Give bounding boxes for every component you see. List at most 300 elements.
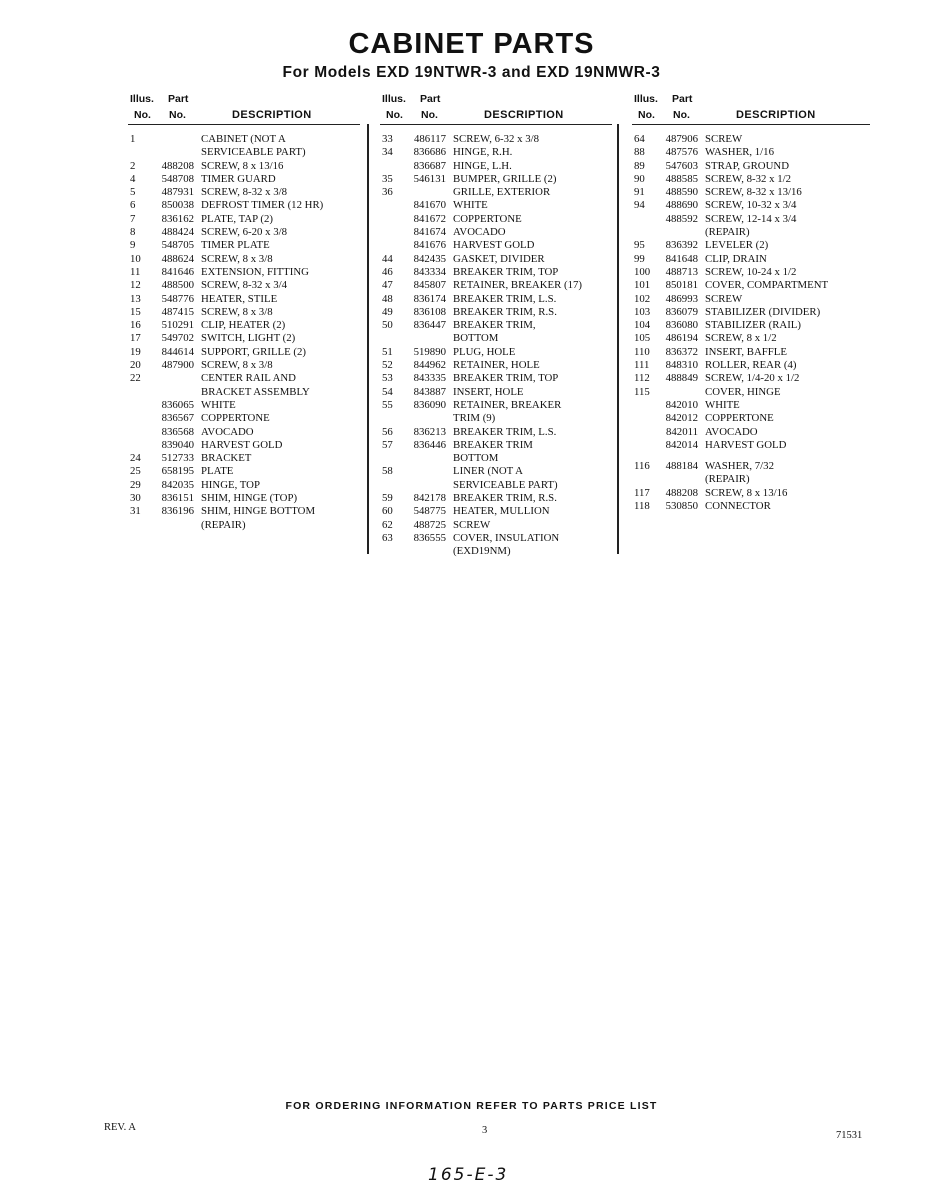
table-row [380, 213, 612, 226]
table-row [380, 146, 612, 159]
header-part: Part [672, 93, 693, 105]
part-number: 488592 [665, 212, 698, 225]
illus-number: 110 [634, 345, 650, 358]
table-row [380, 492, 612, 505]
illus-number: 57 [382, 438, 393, 451]
column-divider [367, 124, 369, 554]
table-row [380, 199, 612, 212]
part-description: BREAKER TRIM [453, 438, 533, 451]
part-number: 842014 [665, 438, 698, 451]
part-number: 836196 [161, 505, 194, 518]
part-description: COVER, INSULATION [453, 531, 560, 544]
table-row [632, 253, 870, 266]
illus-number: 99 [634, 252, 645, 265]
part-number: 843335 [413, 372, 446, 385]
part-description: SCREW, 8 x 13/16 [201, 159, 284, 172]
part-number: 488500 [161, 279, 194, 292]
table-row [380, 412, 612, 425]
illus-number: 6 [130, 199, 136, 212]
illus-number: 60 [382, 505, 393, 518]
illus-number: 16 [130, 319, 141, 332]
table-row [380, 439, 612, 452]
table-row [128, 505, 360, 518]
illus-number: 36 [382, 186, 393, 199]
part-number: 842178 [413, 492, 446, 505]
part-number: 836446 [413, 438, 446, 451]
part-description: TIMER GUARD [201, 172, 276, 185]
part-description: EXTENSION, FITTING [201, 265, 309, 278]
part-description: STRAP, GROUND [705, 159, 789, 172]
table-row [128, 306, 360, 319]
part-number: 487906 [665, 133, 698, 145]
illus-number: 34 [382, 146, 393, 159]
part-number: 842035 [161, 478, 194, 491]
part-description: BOTTOM [453, 332, 499, 345]
page-title: CABINET PARTS [348, 28, 595, 60]
table-row [632, 279, 870, 292]
illus-number: 47 [382, 279, 393, 292]
table-row [632, 426, 870, 439]
table-row [128, 199, 360, 212]
header-part: Part [420, 93, 441, 105]
illus-number: 104 [634, 319, 651, 332]
illus-number: 20 [130, 359, 141, 372]
part-description: AVOCADO [201, 425, 254, 438]
part-number: 836567 [161, 412, 194, 425]
table-row [380, 239, 612, 252]
illus-number: 24 [130, 452, 141, 465]
illus-number: 5 [130, 186, 136, 199]
illus-number: 49 [382, 305, 393, 318]
part-description: BREAKER TRIM, R.S. [453, 305, 557, 318]
header-part-no: No. [169, 109, 186, 121]
illus-number: 52 [382, 359, 393, 372]
part-number: 488713 [665, 265, 698, 278]
illus-number: 103 [634, 305, 651, 318]
parts-column-2 [380, 92, 612, 559]
table-row [632, 346, 870, 359]
part-description: SCREW, 8 x 3/8 [201, 252, 273, 265]
part-description: SCREW, 8-32 x 3/4 [201, 279, 287, 292]
part-description: SWITCH, LIGHT (2) [201, 332, 296, 345]
part-description: SCREW, 10-24 x 1/2 [705, 265, 797, 278]
part-description: SERVICEABLE PART) [453, 478, 558, 491]
header-illus: Illus. [634, 93, 658, 105]
header-illus-no: No. [386, 109, 403, 121]
table-row [128, 239, 360, 252]
table-row [632, 239, 870, 252]
part-description: SCREW [705, 133, 743, 145]
part-number: 836080 [665, 319, 698, 332]
table-row [632, 332, 870, 345]
header-illus: Illus. [130, 93, 154, 105]
part-number: 488585 [665, 172, 698, 185]
part-number: 850038 [161, 199, 194, 212]
part-description: LEVELER (2) [705, 239, 769, 252]
illus-number: 88 [634, 146, 645, 159]
illus-number: 12 [130, 279, 141, 292]
illus-number: 7 [130, 212, 136, 225]
illus-number: 29 [130, 478, 141, 491]
part-number: 519890 [413, 345, 446, 358]
part-number: 486194 [665, 332, 698, 345]
part-number: 836687 [413, 159, 446, 172]
part-number: 658195 [161, 465, 194, 478]
part-description: BUMPER, GRILLE (2) [453, 172, 557, 185]
part-number: 836174 [413, 292, 446, 305]
part-number: 486117 [414, 133, 446, 145]
part-number: 487576 [665, 146, 698, 159]
part-number: 548708 [161, 172, 194, 185]
part-description: INSERT, HOLE [453, 385, 524, 398]
part-number: 510291 [161, 319, 194, 332]
table-row [632, 359, 870, 372]
table-row [380, 359, 612, 372]
part-description: TIMER PLATE [201, 239, 270, 252]
part-number: 488690 [665, 199, 698, 212]
part-number: 836392 [665, 239, 698, 252]
illus-number: 35 [382, 172, 393, 185]
part-description: PLUG, HOLE [453, 345, 516, 358]
part-description: SCREW, 8 x 13/16 [705, 486, 788, 499]
table-row [128, 293, 360, 306]
table-row [380, 399, 612, 412]
part-number: 488624 [161, 252, 194, 265]
part-description: WHITE [453, 199, 488, 212]
part-description: WHITE [705, 398, 740, 411]
table-row [632, 293, 870, 306]
part-description: PLATE [201, 465, 234, 478]
part-number: 836213 [413, 425, 446, 438]
part-description: GASKET, DIVIDER [453, 252, 545, 265]
illus-number: 58 [382, 465, 393, 478]
illus-number: 89 [634, 159, 645, 172]
part-description: SCREW [705, 292, 743, 305]
part-number: 488725 [413, 518, 446, 531]
part-number: 548775 [413, 505, 446, 518]
illus-number: 1 [130, 133, 136, 145]
part-description: (REPAIR) [705, 226, 750, 239]
part-number: 844962 [413, 359, 446, 372]
part-number: 841676 [413, 239, 446, 252]
parts-rows [380, 125, 612, 559]
part-number: 546131 [413, 172, 446, 185]
table-row [632, 500, 870, 513]
part-number: 841674 [413, 226, 446, 239]
part-description: BRACKET ASSEMBLY [201, 385, 310, 398]
part-description: (EXD19NM) [453, 545, 511, 558]
table-row [128, 213, 360, 226]
table-row [380, 279, 612, 292]
table-row [380, 186, 612, 199]
illus-number: 62 [382, 518, 393, 531]
table-row [632, 319, 870, 332]
table-row [128, 372, 360, 385]
part-description: SCREW, 8-32 x 13/16 [705, 186, 802, 199]
part-description: CLIP, DRAIN [705, 252, 767, 265]
table-row [128, 519, 360, 532]
illus-number: 17 [130, 332, 141, 345]
part-description: HEATER, STILE [201, 292, 278, 305]
part-description: COVER, COMPARTMENT [705, 279, 829, 292]
part-description: COPPERTONE [453, 212, 522, 225]
part-description: RETAINER, BREAKER [453, 398, 562, 411]
table-row [632, 439, 870, 452]
part-number: 487900 [161, 359, 194, 372]
column-divider [617, 124, 619, 554]
illus-number: 44 [382, 252, 393, 265]
table-row [632, 412, 870, 425]
part-number: 488208 [665, 486, 698, 499]
table-row [380, 505, 612, 518]
table-row [380, 346, 612, 359]
part-description: LINER (NOT A [453, 465, 523, 478]
table-row [380, 226, 612, 239]
illus-number: 10 [130, 252, 141, 265]
illus-number: 25 [130, 465, 141, 478]
illus-number: 90 [634, 172, 645, 185]
table-row [128, 173, 360, 186]
part-number: 488184 [665, 460, 698, 473]
part-description: HARVEST GOLD [453, 239, 535, 252]
table-row [128, 319, 360, 332]
table-row [128, 266, 360, 279]
page-subtitle: For Models EXD 19NTWR-3 and EXD 19NMWR-3 [282, 64, 661, 81]
part-description: SCREW, 8 x 3/8 [201, 305, 273, 318]
table-row [128, 359, 360, 372]
part-number: 548705 [161, 239, 194, 252]
table-row [632, 226, 870, 239]
part-number: 836555 [413, 531, 446, 544]
part-description: RETAINER, HOLE [453, 359, 540, 372]
illus-number: 55 [382, 398, 393, 411]
part-number: 488590 [665, 186, 698, 199]
table-row [380, 519, 612, 532]
table-row [632, 173, 870, 186]
part-number: 842012 [665, 412, 698, 425]
table-row [632, 213, 870, 226]
table-row [632, 460, 870, 473]
table-row [380, 319, 612, 332]
page-number: 3 [482, 1125, 488, 1136]
ordering-note: FOR ORDERING INFORMATION REFER TO PARTS PRICE LIST [285, 1100, 658, 1112]
part-description: HARVEST GOLD [201, 438, 283, 451]
part-description: RETAINER, BREAKER (17) [453, 279, 582, 292]
part-number: 836686 [413, 146, 446, 159]
part-number: 845807 [413, 279, 446, 292]
part-description: BREAKER TRIM, [453, 319, 536, 332]
part-number: 487931 [161, 186, 194, 199]
table-row [380, 253, 612, 266]
illus-number: 112 [634, 372, 650, 385]
part-number: 836372 [665, 345, 698, 358]
document-code: 71531 [836, 1130, 863, 1141]
header-part-no: No. [421, 109, 438, 121]
table-row [128, 412, 360, 425]
part-description: (REPAIR) [201, 518, 246, 531]
part-description: GRILLE, EXTERIOR [453, 186, 551, 199]
illus-number: 94 [634, 199, 645, 212]
part-number: 848310 [665, 359, 698, 372]
illus-number: 30 [130, 492, 141, 505]
header-description: DESCRIPTION [736, 109, 816, 121]
illus-number: 95 [634, 239, 645, 252]
table-row [632, 473, 870, 486]
table-row [380, 293, 612, 306]
part-description: SCREW, 6-32 x 3/8 [453, 133, 539, 145]
part-description: BREAKER TRIM, L.S. [453, 425, 557, 438]
table-row [128, 279, 360, 292]
table-row [128, 346, 360, 359]
header-part-no: No. [673, 109, 690, 121]
part-description: COPPERTONE [201, 412, 270, 425]
part-number: 488208 [161, 159, 194, 172]
header-description: DESCRIPTION [484, 109, 564, 121]
part-number: 844614 [161, 345, 194, 358]
part-number: 488849 [665, 372, 698, 385]
table-row [128, 426, 360, 439]
part-description: WASHER, 7/32 [705, 460, 774, 473]
part-number: 487415 [161, 305, 194, 318]
illus-number: 115 [634, 385, 650, 398]
part-description: SHIM, HINGE (TOP) [201, 492, 298, 505]
part-number: 836090 [413, 398, 446, 411]
header-illus-no: No. [638, 109, 655, 121]
part-description: BRACKET [201, 452, 252, 465]
part-number: 488424 [161, 226, 194, 239]
illus-number: 13 [130, 292, 141, 305]
part-number: 836065 [161, 398, 194, 411]
part-description: BOTTOM [453, 452, 499, 465]
part-description: SCREW, 8-32 x 1/2 [705, 172, 791, 185]
part-number: 836108 [413, 305, 446, 318]
part-number: 843334 [413, 265, 446, 278]
parts-rows [632, 125, 870, 513]
part-number: 842010 [665, 398, 698, 411]
table-row [128, 332, 360, 345]
illus-number: 105 [634, 332, 651, 345]
part-number: 530850 [665, 500, 698, 513]
part-description: WHITE [201, 398, 236, 411]
header-illus: Illus. [382, 93, 406, 105]
part-description: BREAKER TRIM, TOP [453, 372, 559, 385]
illus-number: 59 [382, 492, 393, 505]
part-description: CABINET (NOT A [201, 133, 286, 145]
illus-number: 8 [130, 226, 136, 239]
part-description: HEATER, MULLION [453, 505, 550, 518]
column-header [380, 92, 612, 125]
table-row [128, 452, 360, 465]
table-row [632, 160, 870, 173]
illus-number: 64 [634, 133, 645, 145]
table-row [380, 372, 612, 385]
illus-number: 22 [130, 372, 141, 385]
part-description: HINGE, R.H. [453, 146, 513, 159]
illus-number: 111 [634, 359, 650, 372]
illus-number: 54 [382, 385, 393, 398]
part-description: HINGE, TOP [201, 478, 260, 491]
table-row [380, 426, 612, 439]
parts-column-3 [632, 92, 870, 513]
table-row [128, 160, 360, 173]
part-description: AVOCADO [705, 425, 758, 438]
table-row [380, 160, 612, 173]
table-row [380, 133, 612, 146]
table-row [632, 133, 870, 146]
table-row [380, 173, 612, 186]
column-header [128, 92, 360, 125]
illus-number: 50 [382, 319, 393, 332]
table-row [128, 253, 360, 266]
table-row [128, 133, 360, 146]
table-row [380, 386, 612, 399]
part-description: COVER, HINGE [705, 385, 781, 398]
part-number: 512733 [161, 452, 194, 465]
table-row [380, 545, 612, 558]
part-description: AVOCADO [453, 226, 506, 239]
part-description: SCREW, 8 x 3/8 [201, 359, 273, 372]
table-row [380, 465, 612, 478]
part-number: 841646 [161, 265, 194, 278]
part-description: HARVEST GOLD [705, 438, 787, 451]
illus-number: 11 [130, 265, 141, 278]
table-row [632, 266, 870, 279]
part-description: SCREW, 8-32 x 3/8 [201, 186, 287, 199]
part-description: SUPPORT, GRILLE (2) [201, 345, 307, 358]
part-number: 836079 [665, 305, 698, 318]
part-description: SHIM, HINGE BOTTOM [201, 505, 316, 518]
revision-label: REV. A [104, 1122, 136, 1133]
part-description: BREAKER TRIM, R.S. [453, 492, 557, 505]
table-row [380, 306, 612, 319]
part-number: 850181 [665, 279, 698, 292]
part-number: 486993 [665, 292, 698, 305]
illus-number: 102 [634, 292, 651, 305]
table-row [632, 487, 870, 500]
part-description: SERVICEABLE PART) [201, 146, 306, 159]
part-number: 549702 [161, 332, 194, 345]
illus-number: 4 [130, 172, 136, 185]
part-description: SCREW, 10-32 x 3/4 [705, 199, 797, 212]
table-row [128, 439, 360, 452]
illus-number: 91 [634, 186, 645, 199]
part-number: 548776 [161, 292, 194, 305]
part-description: ROLLER, REAR (4) [705, 359, 797, 372]
illus-number: 2 [130, 159, 136, 172]
table-row [632, 186, 870, 199]
part-description: SCREW, 12-14 x 3/4 [705, 212, 797, 225]
part-description: SCREW [453, 518, 491, 531]
part-description: BREAKER TRIM, TOP [453, 265, 559, 278]
illus-number: 46 [382, 265, 393, 278]
table-row [380, 452, 612, 465]
part-description: DEFROST TIMER (12 HR) [201, 199, 324, 212]
illus-number: 15 [130, 305, 141, 318]
table-row [632, 146, 870, 159]
table-row [632, 372, 870, 385]
illus-number: 51 [382, 345, 393, 358]
handwritten-note: 165-E-3 [428, 1165, 509, 1185]
illus-number: 9 [130, 239, 136, 252]
parts-column-1 [128, 92, 360, 532]
table-row [632, 399, 870, 412]
illus-number: 116 [634, 460, 650, 473]
parts-rows [128, 125, 360, 532]
part-description: PLATE, TAP (2) [201, 212, 274, 225]
table-row [128, 186, 360, 199]
part-description: HINGE, L.H. [453, 159, 512, 172]
column-header [632, 92, 870, 125]
